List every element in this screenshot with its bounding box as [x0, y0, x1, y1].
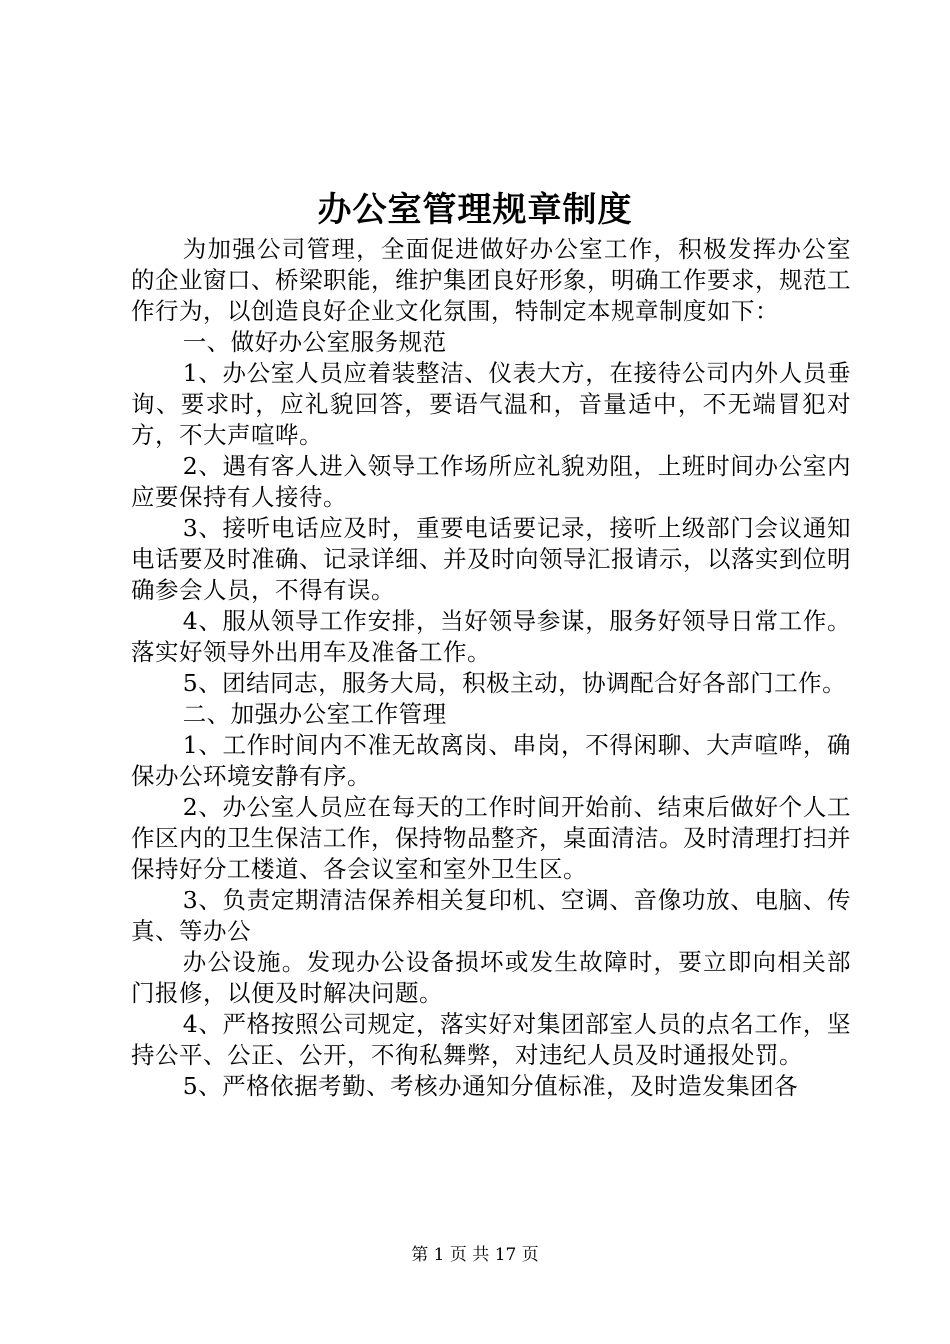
- section-1-item-5: 5、团结同志，服务大局，积极主动，协调配合好各部门工作。: [182, 669, 847, 697]
- section-1-item-4: 4、服从领导工作安排，当好领导参谋，服务好领导日常工作。落实好领导外出用车及准备工作。: [131, 607, 851, 666]
- section-heading-2: 二、加强办公室工作管理: [182, 700, 447, 728]
- intro-paragraph: 为加强公司管理，全面促进做好办公室工作，积极发挥办公室的企业窗口、桥梁职能，维护集团良好形象，明确工作要求，规范工作行为，以创造良好企业文化氛围，特制定本规章制度如下：: [131, 235, 851, 325]
- section-1-item-1: 1、办公室人员应着装整洁、仪表大方，在接待公司内外人员垂询、要求时，应礼貌回答，要语气温和，音量适中，不无端冒犯对方，不大声喧哗。: [131, 359, 851, 449]
- section-2-item-5: 5、严格依据考勤、考核办通知分值标准，及时造发集团各: [182, 1072, 799, 1100]
- section-2-item-3-continued: 办公设施。发现办公设备损坏或发生故障时，要立即向相关部门报修，以便及时解决问题。: [131, 948, 851, 1007]
- document-body: [131, 234, 851, 1102]
- document-title: 办公室管理规章制度: [317, 190, 633, 230]
- section-2-item-1: 1、工作时间内不准无故离岗、串岗，不得闲聊、大声喧哗，确保办公环境安静有序。: [131, 731, 851, 790]
- section-1-item-2: 2、遇有客人进入领导工作场所应礼貌劝阻，上班时间办公室内应要保持有人接待。: [131, 452, 851, 511]
- section-2-item-3: 3、负责定期清洁保养相关复印机、空调、音像功放、电脑、传真、等办公: [131, 886, 851, 945]
- section-1-item-3: 3、接听电话应及时，重要电话要记录，接听上级部门会议通知电话要及时准确、记录详细、并及时向领导汇报请示，以落实到位明确参会人员，不得有误。: [131, 514, 851, 604]
- section-heading-1: 一、做好办公室服务规范: [182, 328, 447, 356]
- section-2-item-2: 2、办公室人员应在每天的工作时间开始前、结束后做好个人工作区内的卫生保洁工作，保持物品整齐，桌面清洁。及时清理打扫并保持好分工楼道、各会议室和室外卫生区。: [131, 793, 851, 883]
- section-2-item-4: 4、严格按照公司规定，落实好对集团部室人员的点名工作，坚持公平、公正、公开，不徇私舞弊，对违纪人员及时通报处罚。: [131, 1010, 851, 1069]
- page-number-footer: 第 1 页 共 17 页: [411, 1245, 539, 1265]
